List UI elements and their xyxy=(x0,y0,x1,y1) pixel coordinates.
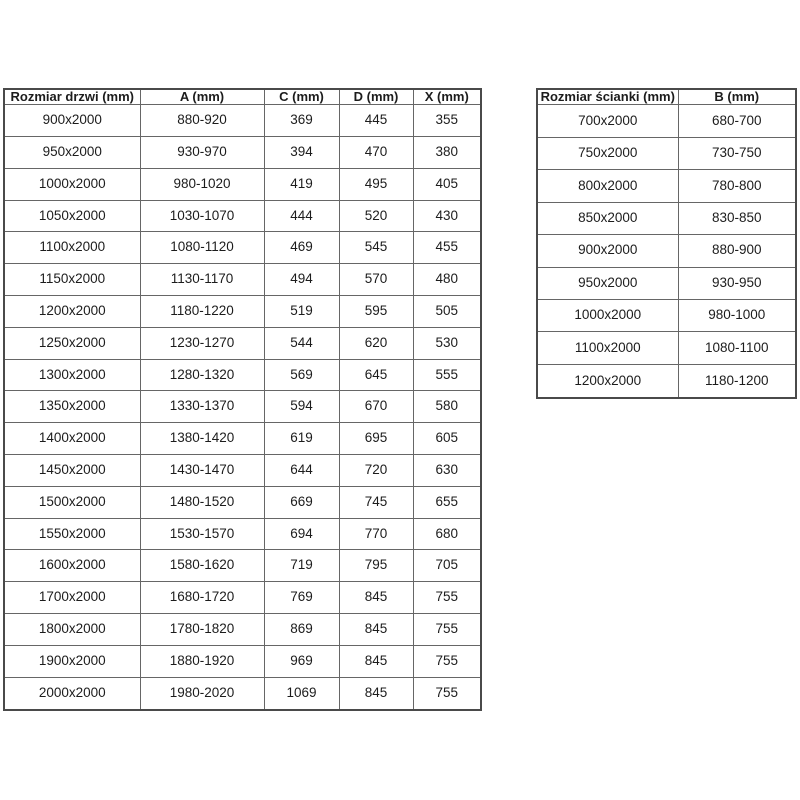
table-cell: 544 xyxy=(264,327,339,359)
table-cell: 1030-1070 xyxy=(140,200,264,232)
table-cell: 1500x2000 xyxy=(4,486,140,518)
table-row xyxy=(537,105,796,137)
table-row xyxy=(4,137,481,169)
table-cell: 950x2000 xyxy=(537,267,678,299)
table-cell: 770 xyxy=(339,518,413,550)
table-cell: 745 xyxy=(339,486,413,518)
table-cell: 719 xyxy=(264,550,339,582)
table-cell: 1200x2000 xyxy=(4,296,140,328)
table-row xyxy=(4,105,481,137)
table-cell: 394 xyxy=(264,137,339,169)
table-cell: 795 xyxy=(339,550,413,582)
table-cell: 1880-1920 xyxy=(140,645,264,677)
table-cell: 1680-1720 xyxy=(140,582,264,614)
table-cell: 1280-1320 xyxy=(140,359,264,391)
table-cell: 850x2000 xyxy=(537,202,678,234)
column-header: Rozmiar ścianki (mm) xyxy=(537,89,678,105)
table-cell: 555 xyxy=(413,359,481,391)
table-cell: 694 xyxy=(264,518,339,550)
table-cell: 669 xyxy=(264,486,339,518)
table-row xyxy=(537,300,796,332)
table-row xyxy=(4,645,481,677)
table-cell: 455 xyxy=(413,232,481,264)
table-cell: 620 xyxy=(339,327,413,359)
table-cell: 355 xyxy=(413,105,481,137)
table-cell: 1600x2000 xyxy=(4,550,140,582)
table-cell: 595 xyxy=(339,296,413,328)
table-cell: 1100x2000 xyxy=(4,232,140,264)
table-row xyxy=(537,332,796,364)
table-cell: 480 xyxy=(413,264,481,296)
table-cell: 705 xyxy=(413,550,481,582)
column-header: D (mm) xyxy=(339,89,413,105)
table-cell: 680 xyxy=(413,518,481,550)
table-cell: 1450x2000 xyxy=(4,455,140,487)
table-cell: 755 xyxy=(413,677,481,710)
table-cell: 930-970 xyxy=(140,137,264,169)
table-cell: 730-750 xyxy=(678,137,796,169)
table-cell: 1180-1200 xyxy=(678,364,796,398)
table-row xyxy=(4,550,481,582)
table-cell: 930-950 xyxy=(678,267,796,299)
table-cell: 700x2000 xyxy=(537,105,678,137)
table-cell: 619 xyxy=(264,423,339,455)
table-cell: 1080-1120 xyxy=(140,232,264,264)
table-cell: 444 xyxy=(264,200,339,232)
table-cell: 520 xyxy=(339,200,413,232)
table-cell: 869 xyxy=(264,614,339,646)
column-header: C (mm) xyxy=(264,89,339,105)
table-cell: 1900x2000 xyxy=(4,645,140,677)
table-cell: 655 xyxy=(413,486,481,518)
table-cell: 1100x2000 xyxy=(537,332,678,364)
table-cell: 469 xyxy=(264,232,339,264)
table-cell: 369 xyxy=(264,105,339,137)
table-cell: 1050x2000 xyxy=(4,200,140,232)
table-row xyxy=(4,264,481,296)
table-row xyxy=(537,235,796,267)
table-cell: 845 xyxy=(339,677,413,710)
table-cell: 405 xyxy=(413,168,481,200)
column-header: A (mm) xyxy=(140,89,264,105)
table-cell: 1580-1620 xyxy=(140,550,264,582)
table-cell: 519 xyxy=(264,296,339,328)
table-cell: 1780-1820 xyxy=(140,614,264,646)
table-cell: 780-800 xyxy=(678,170,796,202)
table-cell: 1200x2000 xyxy=(537,364,678,398)
table-cell: 570 xyxy=(339,264,413,296)
table-cell: 845 xyxy=(339,614,413,646)
table-cell: 800x2000 xyxy=(537,170,678,202)
table-cell: 1230-1270 xyxy=(140,327,264,359)
table-cell: 670 xyxy=(339,391,413,423)
table-cell: 1400x2000 xyxy=(4,423,140,455)
table-row xyxy=(4,200,481,232)
header-row xyxy=(537,89,796,105)
table-cell: 644 xyxy=(264,455,339,487)
table-cell: 645 xyxy=(339,359,413,391)
table-cell: 1480-1520 xyxy=(140,486,264,518)
table-row xyxy=(4,486,481,518)
table-cell: 769 xyxy=(264,582,339,614)
table-row xyxy=(537,364,796,398)
table-cell: 880-920 xyxy=(140,105,264,137)
table-row xyxy=(4,614,481,646)
table-row xyxy=(537,170,796,202)
table-cell: 1430-1470 xyxy=(140,455,264,487)
table-cell: 1250x2000 xyxy=(4,327,140,359)
table-row xyxy=(4,232,481,264)
table-cell: 1080-1100 xyxy=(678,332,796,364)
table-cell: 580 xyxy=(413,391,481,423)
table-cell: 900x2000 xyxy=(4,105,140,137)
table-cell: 880-900 xyxy=(678,235,796,267)
table-cell: 750x2000 xyxy=(537,137,678,169)
table-cell: 505 xyxy=(413,296,481,328)
table-cell: 594 xyxy=(264,391,339,423)
table-row xyxy=(4,391,481,423)
header-row xyxy=(4,89,481,105)
table-row xyxy=(4,327,481,359)
table-cell: 430 xyxy=(413,200,481,232)
table-cell: 720 xyxy=(339,455,413,487)
table-cell: 755 xyxy=(413,645,481,677)
door-size-table xyxy=(3,88,482,711)
table-cell: 755 xyxy=(413,614,481,646)
column-header: B (mm) xyxy=(678,89,796,105)
table-row xyxy=(537,267,796,299)
table-cell: 495 xyxy=(339,168,413,200)
wall-size-table xyxy=(536,88,797,399)
table-cell: 755 xyxy=(413,582,481,614)
table-row xyxy=(537,137,796,169)
table-row xyxy=(4,168,481,200)
table-row xyxy=(4,296,481,328)
table-cell: 545 xyxy=(339,232,413,264)
table-cell: 1069 xyxy=(264,677,339,710)
table-cell: 1800x2000 xyxy=(4,614,140,646)
table-cell: 530 xyxy=(413,327,481,359)
table-cell: 445 xyxy=(339,105,413,137)
table-cell: 980-1000 xyxy=(678,300,796,332)
table-cell: 2000x2000 xyxy=(4,677,140,710)
table-cell: 1130-1170 xyxy=(140,264,264,296)
column-header: X (mm) xyxy=(413,89,481,105)
table-cell: 569 xyxy=(264,359,339,391)
table-cell: 1150x2000 xyxy=(4,264,140,296)
table-cell: 494 xyxy=(264,264,339,296)
table-cell: 1000x2000 xyxy=(4,168,140,200)
table-cell: 695 xyxy=(339,423,413,455)
table-cell: 830-850 xyxy=(678,202,796,234)
table-cell: 845 xyxy=(339,645,413,677)
table-cell: 380 xyxy=(413,137,481,169)
table-cell: 1530-1570 xyxy=(140,518,264,550)
table-cell: 900x2000 xyxy=(537,235,678,267)
table-cell: 1350x2000 xyxy=(4,391,140,423)
table-row xyxy=(4,423,481,455)
table-cell: 1380-1420 xyxy=(140,423,264,455)
table-row xyxy=(4,518,481,550)
table-cell: 1300x2000 xyxy=(4,359,140,391)
table-cell: 419 xyxy=(264,168,339,200)
table-cell: 680-700 xyxy=(678,105,796,137)
table-cell: 1980-2020 xyxy=(140,677,264,710)
table-cell: 980-1020 xyxy=(140,168,264,200)
table-row xyxy=(4,677,481,710)
table-cell: 630 xyxy=(413,455,481,487)
table-cell: 1180-1220 xyxy=(140,296,264,328)
table-row xyxy=(537,202,796,234)
table-cell: 470 xyxy=(339,137,413,169)
table-row xyxy=(4,455,481,487)
table-row xyxy=(4,582,481,614)
table-cell: 605 xyxy=(413,423,481,455)
column-header: Rozmiar drzwi (mm) xyxy=(4,89,140,105)
table-row xyxy=(4,359,481,391)
table-cell: 969 xyxy=(264,645,339,677)
table-cell: 1000x2000 xyxy=(537,300,678,332)
table-cell: 1330-1370 xyxy=(140,391,264,423)
table-cell: 1550x2000 xyxy=(4,518,140,550)
table-cell: 1700x2000 xyxy=(4,582,140,614)
table-cell: 950x2000 xyxy=(4,137,140,169)
table-cell: 845 xyxy=(339,582,413,614)
